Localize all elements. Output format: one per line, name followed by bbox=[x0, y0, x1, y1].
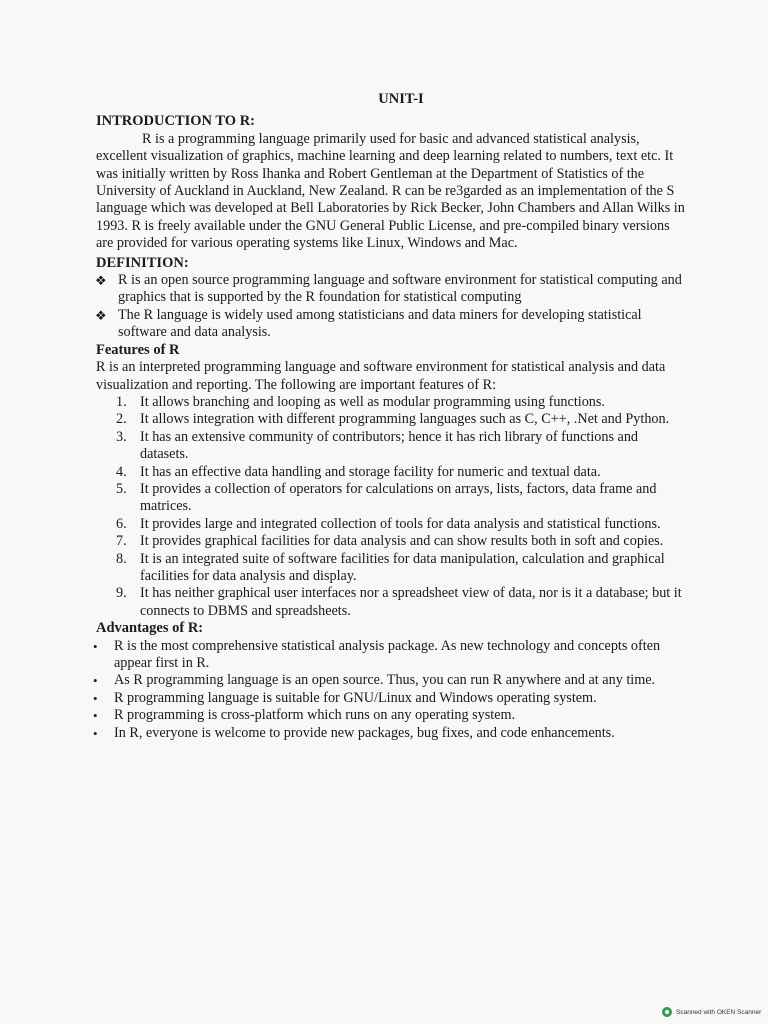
feature-item-text: It provides a collection of operators for calculations on arrays, lists, factors, data frame and matrices. bbox=[140, 480, 657, 515]
bullet-icon: • bbox=[93, 708, 98, 724]
diamond-bullet-icon: ❖ bbox=[95, 273, 107, 289]
feature-number: 6. bbox=[116, 515, 127, 532]
feature-item-text: It has neither graphical user interfaces nor a spreadsheet view of data, nor is it a database; but it connects to DBMS and spreadsheets. bbox=[140, 585, 682, 619]
advantage-item bbox=[93, 672, 686, 689]
advantage-item bbox=[93, 638, 686, 673]
advantages-list bbox=[93, 638, 686, 742]
advantage-item bbox=[93, 725, 686, 742]
diamond-bullet-icon: ❖ bbox=[95, 307, 107, 323]
scanner-watermark bbox=[662, 1005, 761, 1019]
feature-item bbox=[96, 516, 686, 533]
feature-item bbox=[96, 464, 686, 481]
feature-item-text: It provides large and integrated collection of tools for data analysis and statistical functions. bbox=[140, 515, 661, 532]
advantage-item-text: R programming is cross-platform which runs on any operating system. bbox=[114, 707, 516, 724]
watermark-text: Scanned with OKEN Scanner bbox=[676, 1008, 762, 1016]
advantages-heading: Advantages of R: bbox=[96, 620, 204, 637]
bullet-icon: • bbox=[93, 690, 98, 706]
bullet-icon: • bbox=[93, 725, 98, 741]
feature-number: 3. bbox=[116, 428, 127, 445]
definition-list bbox=[96, 272, 686, 342]
feature-number: 9. bbox=[116, 585, 127, 602]
unit-title: UNIT-I bbox=[378, 91, 424, 107]
feature-item bbox=[96, 429, 686, 464]
definition-item-text: The R language is widely used among statisticians and data miners for developing statistical software and data analysis. bbox=[118, 306, 642, 341]
feature-item bbox=[96, 481, 686, 516]
feature-item-text: It allows branching and looping as well as modular programming using functions. bbox=[140, 393, 605, 410]
features-intro: R is an interpreted programming language and software environment for statistical analysis and data visualization and reporting. The following are important features of R: bbox=[96, 359, 666, 393]
intro-paragraph-text: R is a programming language primarily used for basic and advanced statistical analysis, excellent visualization of graphics, machine learning and deep learning related to numbers, text etc. It was initially written by Ross Ihanka and Robert Gentleman at the Department of Statistics of the University of Auckland in Auckland, New Zealand. R can be re3garded as an implementation of the S language which was developed at Bell Laboratories by Rick Becker, John Chambers and Allan Wilks in 1993. R is freely available under the GNU General Public License, and pre-compiled binary versions are provided for various operating systems like Linux, Windows and Mac. bbox=[96, 130, 685, 252]
features-list bbox=[96, 394, 686, 620]
advantage-item bbox=[93, 690, 686, 707]
feature-number: 4. bbox=[116, 463, 127, 480]
feature-number: 7. bbox=[116, 533, 127, 550]
feature-item-text: It allows integration with different programming languages such as C, C++, .Net and Python. bbox=[140, 411, 670, 428]
advantage-item-text: R programming language is suitable for GNU/Linux and Windows operating system. bbox=[114, 689, 597, 706]
intro-heading: INTRODUCTION TO R: bbox=[96, 113, 255, 130]
advantage-item-text: In R, everyone is welcome to provide new packages, bug fixes, and code enhancements. bbox=[114, 724, 615, 741]
definition-item-text: R is an open source programming language and software environment for statistical computing and graphics that is supported by the R foundation for statistical computing bbox=[118, 272, 682, 306]
definition-item bbox=[96, 307, 686, 342]
feature-item-text: It is an integrated suite of software facilities for data manipulation, calculation and graphical facilities for data analysis and display. bbox=[140, 550, 665, 584]
feature-item-text: It provides graphical facilities for data analysis and can show results both in soft and copies. bbox=[140, 533, 664, 550]
feature-item-text: It has an effective data handling and storage facility for numeric and textual data. bbox=[140, 463, 601, 480]
bullet-icon: • bbox=[93, 638, 98, 654]
feature-number: 8. bbox=[116, 550, 127, 567]
advantage-item-text: R is the most comprehensive statistical analysis package. As new technology and concepts often appear first in R. bbox=[114, 637, 661, 671]
feature-item bbox=[96, 394, 686, 411]
feature-number: 1. bbox=[116, 393, 127, 410]
feature-item-text: It has an extensive community of contributors; hence it has rich library of functions and datasets. bbox=[140, 428, 639, 463]
feature-item bbox=[96, 551, 686, 586]
feature-item bbox=[96, 533, 686, 550]
intro-paragraph bbox=[96, 131, 686, 253]
feature-number: 2. bbox=[116, 411, 127, 428]
scanner-logo-icon bbox=[662, 1007, 672, 1017]
definition-item bbox=[96, 272, 686, 307]
feature-item bbox=[96, 411, 686, 428]
features-heading: Features of R bbox=[96, 341, 180, 358]
feature-item bbox=[96, 585, 686, 620]
feature-number: 5. bbox=[116, 480, 127, 497]
definition-heading: DEFINITION: bbox=[96, 254, 189, 271]
advantage-item bbox=[93, 707, 686, 724]
bullet-icon: • bbox=[93, 673, 98, 689]
document-content bbox=[93, 91, 686, 742]
advantage-item-text: As R programming language is an open source. Thus, you can run R anywhere and at any time. bbox=[114, 672, 656, 689]
